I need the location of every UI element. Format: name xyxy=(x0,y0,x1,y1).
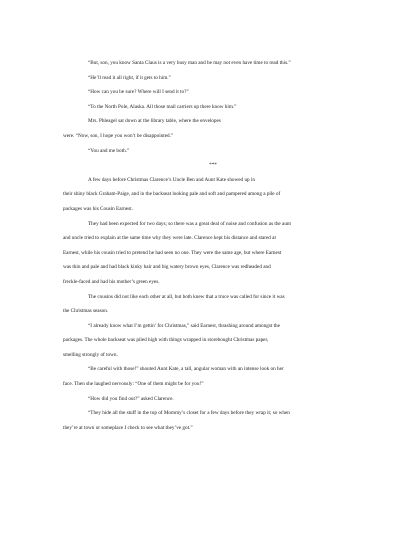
story-text xyxy=(63,56,363,435)
text-line: “He’ll read it all right, if it gets to him.” xyxy=(88,74,171,81)
text-line: they’re at town or someplace I check to see what they’ve got.” xyxy=(63,424,193,431)
text-line: A few days before Christmas Clarence’s Uncle Ben and Aunt Kate showed up in xyxy=(88,176,255,183)
text-line: “But, son, you know Santa Claus is a very busy man and he may not even have time to read this.” xyxy=(88,60,291,66)
text-line: “You and me both.” xyxy=(88,147,130,154)
text-line: face. Then she laughed nervously: “One of them might be for you!” xyxy=(63,381,204,388)
text-line: their shiny black Graham-Paige, and in the backseat looking pale and soft and pampered among a pile of xyxy=(63,191,281,198)
text-line: were. “Now, son, I hope you won’t be disappointed.” xyxy=(63,132,174,139)
text-line: Mrs. Phleagel sat down at the library table, where the envelopes xyxy=(88,118,221,125)
text-line: “How did you find out?” asked Clarence. xyxy=(88,395,174,402)
text-line: smelling strongly of town. xyxy=(63,351,118,358)
text-line: freckle-faced and had his mother’s green eyes. xyxy=(63,278,160,285)
text-line: the Christmas season. xyxy=(63,308,109,315)
text-line: packages was his Cousin Earnest. xyxy=(63,205,133,212)
section-break: *** xyxy=(209,162,217,169)
text-line: The cousins did not like each other at all, but both knew that a truce was called for since it was xyxy=(88,293,285,300)
text-line: Earnest, while his cousin tried to pretend he had seen no one. They were the same age, but where Earnest xyxy=(63,249,282,256)
text-line: “Be careful with those!” shouted Aunt Kate, a tall, angular woman with an intense look on her xyxy=(88,366,284,373)
text-line: “How can you be sure? Where will I send it to?” xyxy=(88,89,189,96)
text-line: was thin and pale and had black kinky hair and big watery brown eyes, Clarence was redheaded and xyxy=(63,264,271,271)
text-line: “They hide all the stuff in the top of Mommy’s closet for a few days before they wrap it; so when xyxy=(88,410,290,417)
text-line: “To the North Pole, Alaska. All those mail carriers up there know him.” xyxy=(88,103,237,110)
text-line: and uncle tried to explain at the same time why they were late. Clarence kept his distance and stared at xyxy=(63,235,276,242)
text-line: They had been expected for two days; so there was a great deal of noise and confusion as the aunt xyxy=(88,220,291,227)
text-line: “I already know what I’m gettin’ for Christmas,” said Earnest, thrashing around amongst the xyxy=(88,322,280,329)
text-line: packages. The whole backseat was piled high with things wrapped in storebought Christmas paper, xyxy=(63,337,269,344)
